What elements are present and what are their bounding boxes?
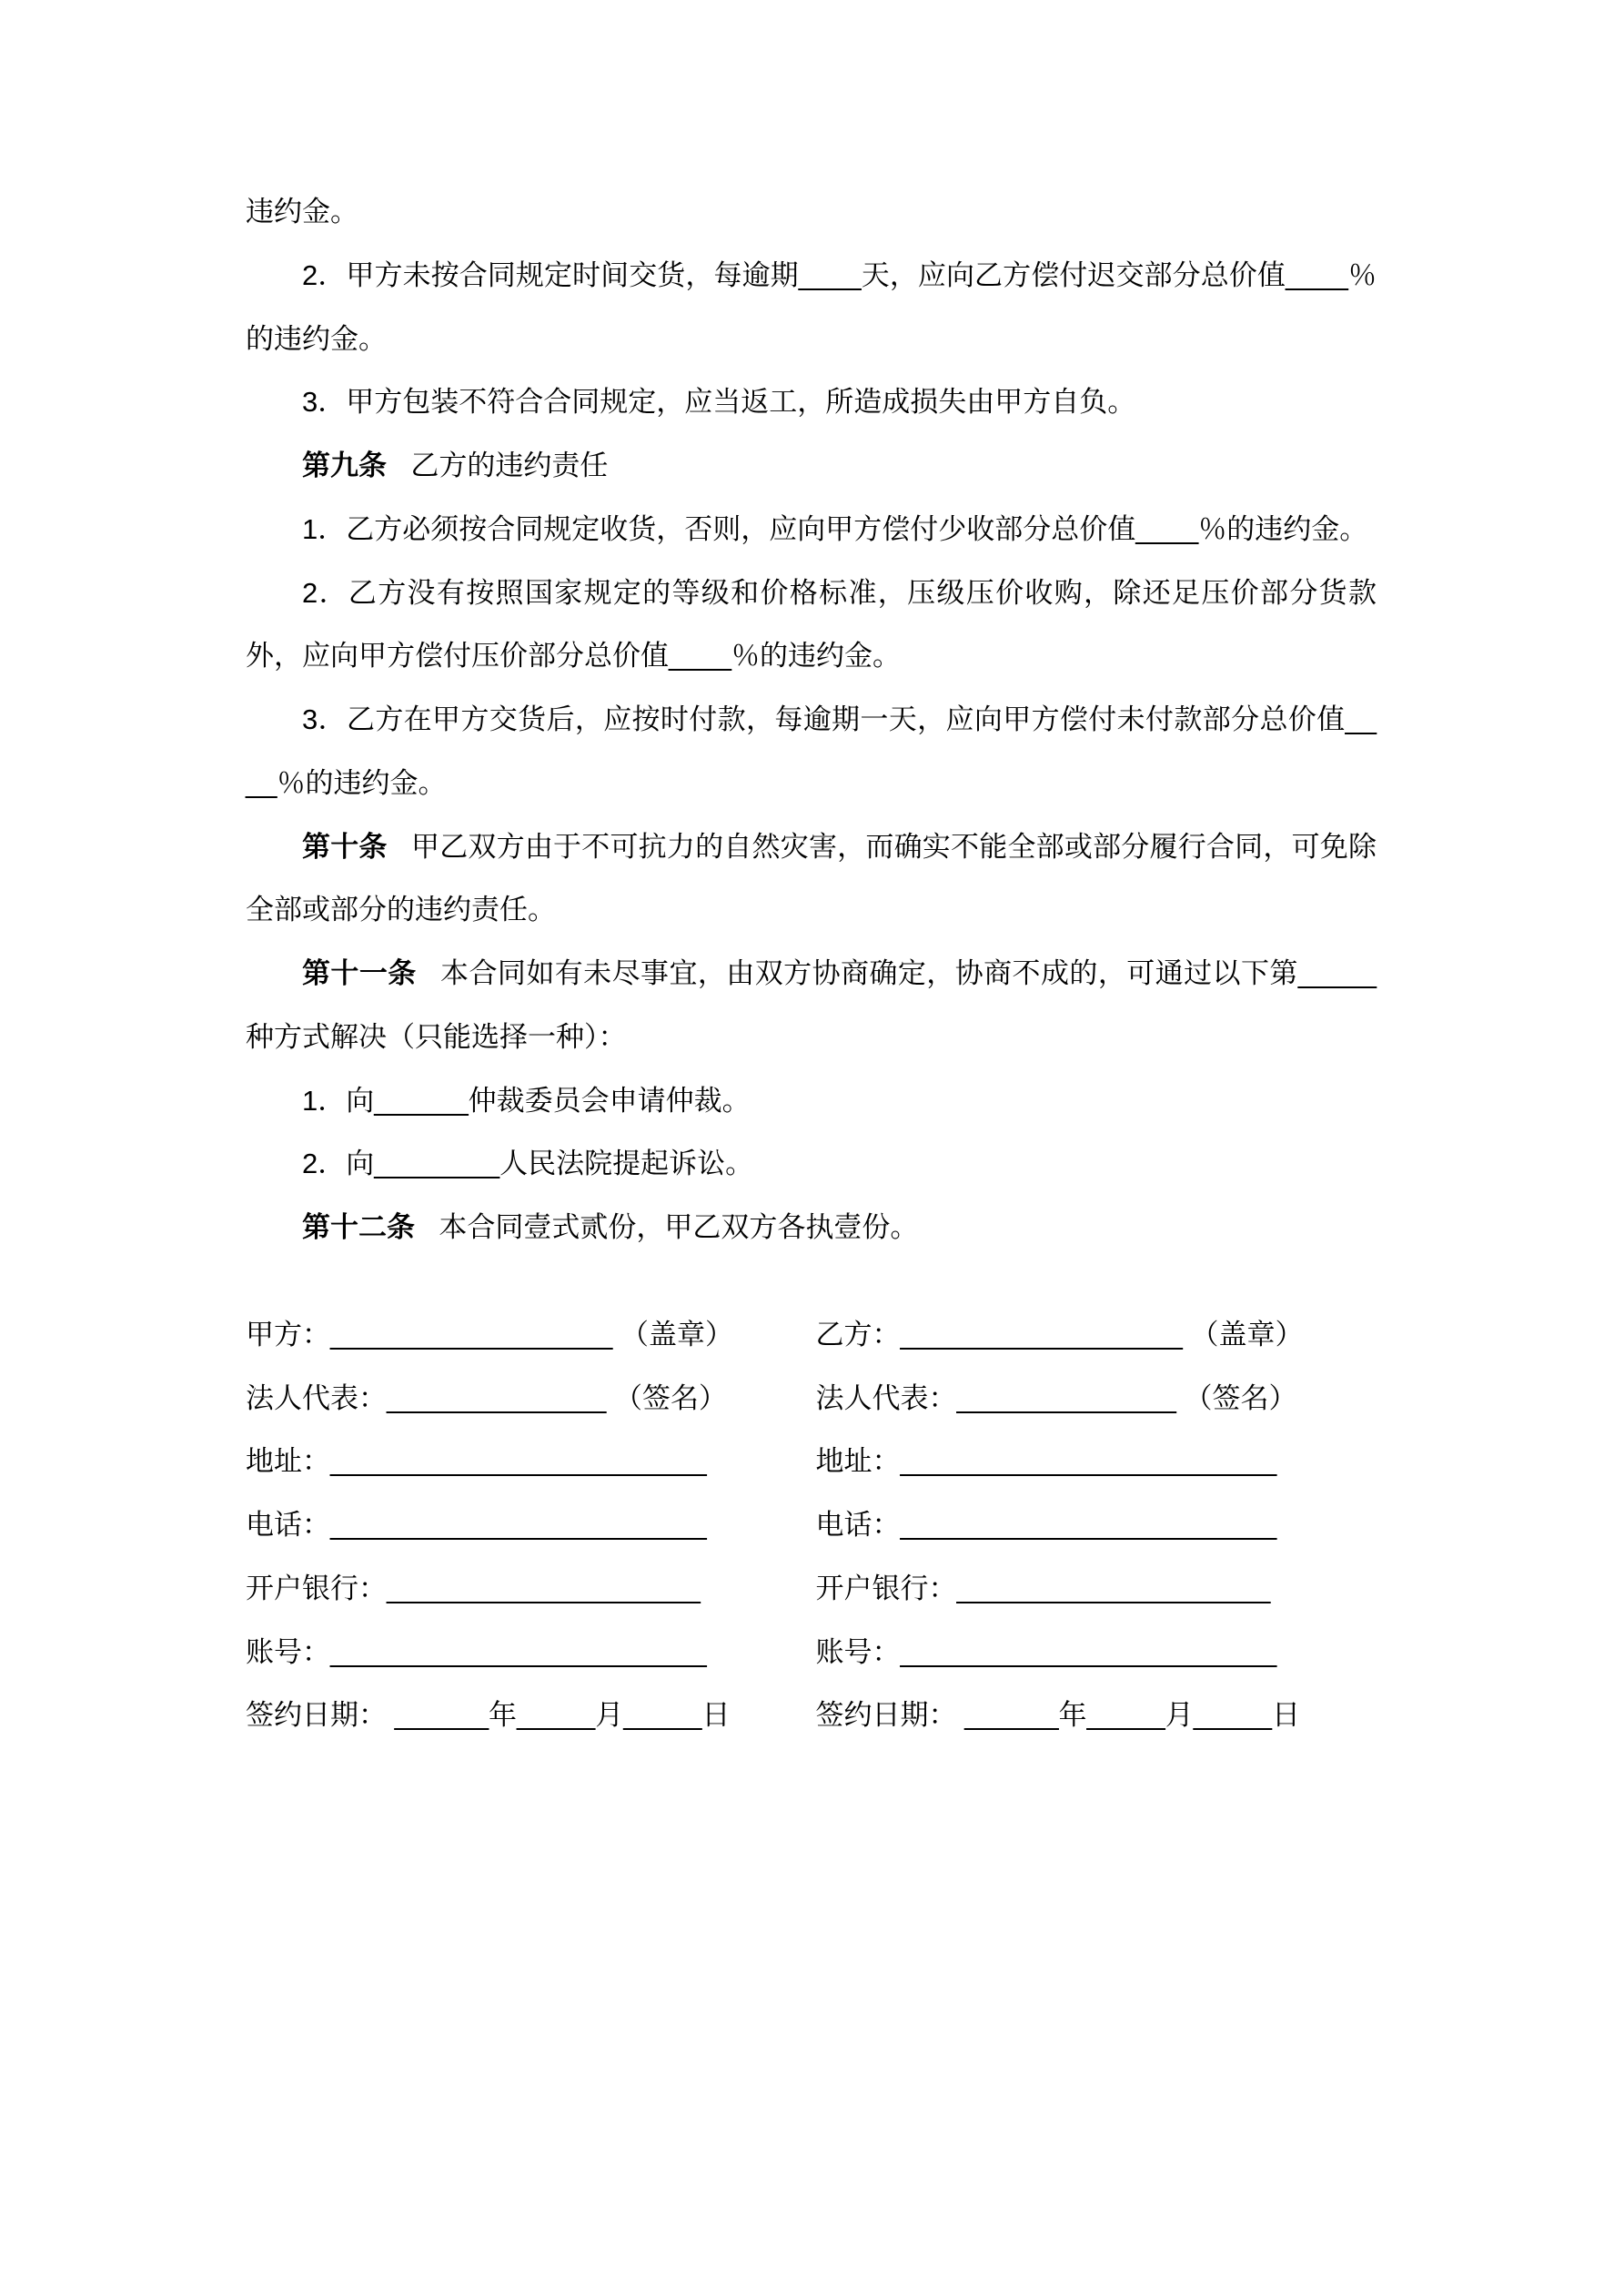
contract-paragraph (246, 688, 1377, 815)
party-a-bank-row: 开户银行：____________________ (246, 1572, 701, 1604)
party-a-account-row: 账号：________________________ (246, 1635, 707, 1668)
paragraph-text: 2．甲方未按合同规定时间交货，每逾期____天，应向乙方偿付迟交部分总价值____％的违约金。 (246, 258, 1377, 355)
clause-number: 第九条 (302, 450, 387, 481)
paragraph-text: 甲乙双方由于不可抗力的自然灾害，而确实不能全部或部分履行合同，可免除全部或部分的违约责任。 (246, 830, 1377, 926)
paragraph-text: 本合同壹式贰份，甲乙双方各执壹份。 (439, 1211, 919, 1243)
clause-heading-paragraph (246, 1196, 1377, 1259)
paragraph-text: 违约金。 (246, 196, 358, 228)
clause-heading-paragraph (246, 942, 1377, 1069)
party-b-phone-row: 电话：________________________ (815, 1509, 1277, 1541)
clause-heading-paragraph (246, 434, 1377, 498)
party-a-representative-row: 法人代表：______________ （签名） (246, 1381, 727, 1414)
party-a-name-row: 甲方：__________________ （盖章） (246, 1318, 733, 1350)
contract-paragraph-continuation (246, 180, 1377, 244)
paragraph-text: 3．甲方包装不符合合同规定，应当返工，所造成损失由甲方自负。 (302, 386, 1136, 419)
party-b-representative-row: 法人代表：______________ （签名） (815, 1381, 1297, 1414)
paragraph-text: 本合同如有未尽事宜，由双方协商确定，协商不成的，可通过以下第_____种方式解决（只能选择一种）： (246, 957, 1377, 1053)
party-b-address-row: 地址：________________________ (815, 1445, 1277, 1478)
party-b-signature-block (816, 1303, 1377, 1747)
party-a-address-row: 地址：________________________ (246, 1445, 707, 1478)
paragraph-text: 2．乙方没有按照国家规定的等级和价格标准，压级压价收购，除还足压价部分货款外，应向甲方偿付压价部分总价值____％的违约金。 (246, 576, 1377, 673)
contract-paragraph (246, 370, 1377, 434)
clause-number: 第十一条 (302, 957, 417, 989)
contract-paragraph (246, 244, 1377, 371)
contract-paragraph (246, 561, 1377, 689)
party-a-signature-block (246, 1303, 807, 1747)
contract-paragraph (246, 498, 1377, 561)
party-b-bank-row: 开户银行：____________________ (815, 1572, 1271, 1604)
party-a-phone-row: 电话：________________________ (246, 1509, 707, 1541)
party-b-date-row: 签约日期： ______年_____月_____日 (815, 1699, 1300, 1732)
party-a-date-row: 签约日期： ______年_____月_____日 (246, 1699, 731, 1732)
signature-section (246, 1303, 1377, 1747)
contract-paragraph (246, 1132, 1377, 1196)
paragraph-text: 乙方的违约责任 (410, 450, 609, 481)
party-b-account-row: 账号：________________________ (815, 1635, 1277, 1668)
paragraph-text: 2．向________人民法院提起诉讼。 (302, 1148, 754, 1180)
party-b-name-row: 乙方：__________________ （盖章） (815, 1318, 1304, 1350)
clause-heading-paragraph (246, 815, 1377, 943)
clause-number: 第十二条 (302, 1211, 415, 1243)
clause-number: 第十条 (302, 830, 388, 863)
contract-paragraph (246, 1069, 1377, 1133)
paragraph-text: 3．乙方在甲方交货后，应按时付款，每逾期一天，应向甲方偿付未付款部分总价值____％的违约金。 (246, 703, 1377, 799)
paragraph-text: 1．乙方必须按合同规定收货，否则，应向甲方偿付少收部分总价值____％的违约金。 (302, 512, 1368, 545)
paragraph-text: 1．向______仲裁委员会申请仲裁。 (302, 1084, 751, 1117)
